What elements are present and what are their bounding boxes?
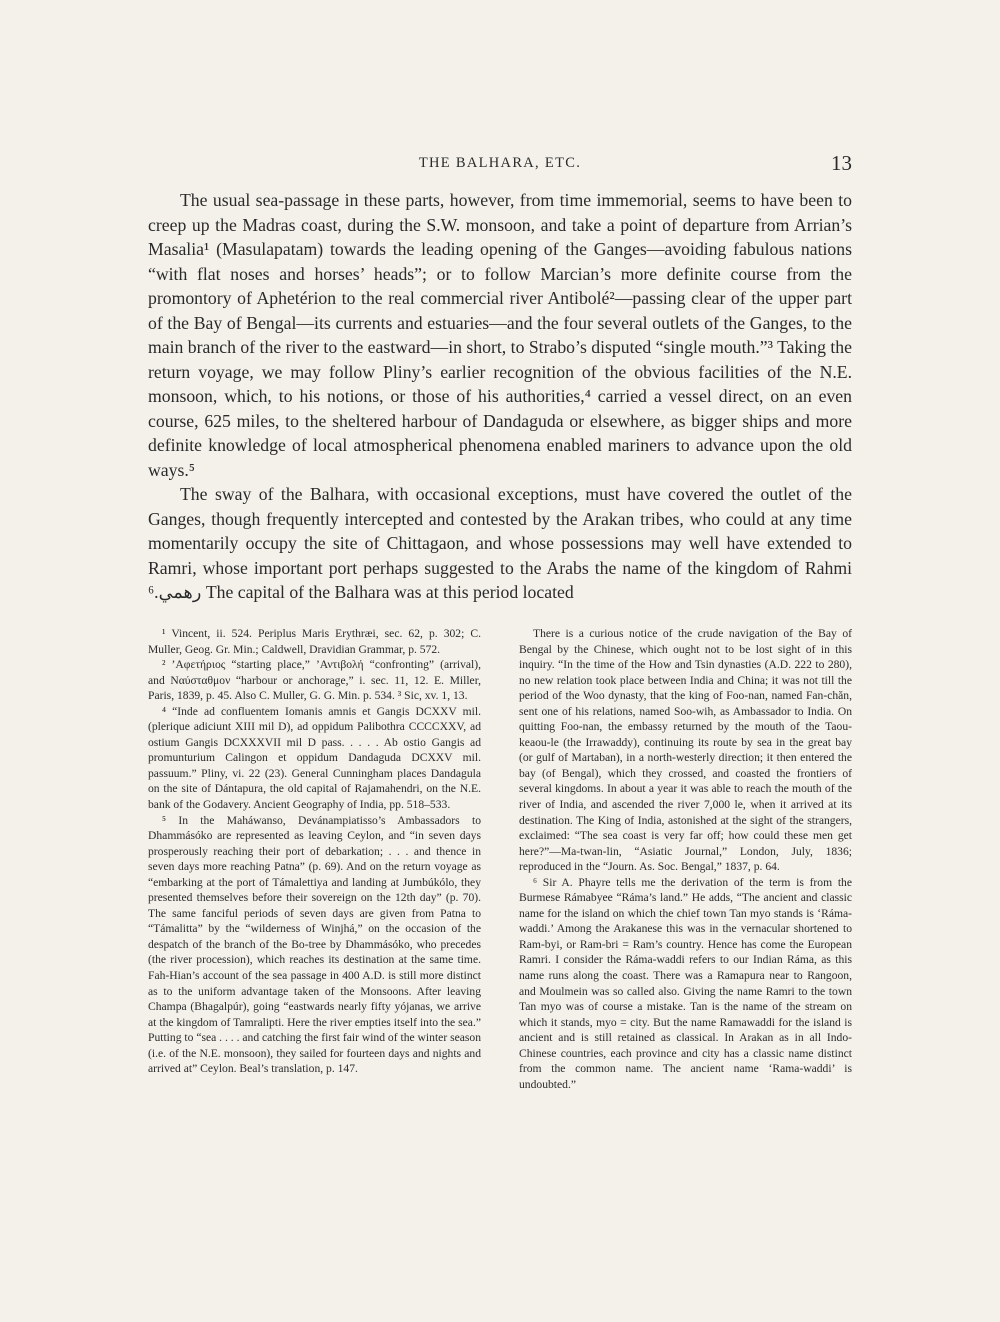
body-paragraph: The sway of the Balhara, with occasional exceptions, must have covered the outlet of the Ganges, though frequently intercepted and contested by the Arakan tribes, who could at any time momentarily occupy the site of Chittagaon, and whose possessions may well have extended to Ramri, whose important port perhaps suggested to the Arabs the name of the kingdom of Rahmi رهمي.⁶ The capital of the Balhara was at this period located xyxy=(148,484,852,602)
footnote: ¹ Vincent, ii. 524. Periplus Maris Erythræi, sec. 62, p. 302; C. Muller, Geog. Gr. Min.; Caldwell, Dravidian Grammar, p. 572. xyxy=(148,627,481,656)
footnotes-right-column xyxy=(519,626,852,1092)
footnotes-left-column xyxy=(148,626,481,1077)
body-paragraph: The usual sea-passage in these parts, however, from time immemorial, seems to have been to creep up the Madras coast, during the S.W. monsoon, and take a point of departure from Arrian’s Masalia¹ (Masulapatam) towards the leading opening of the Ganges—avoiding fabulous nations “with flat noses and horses’ heads”; or to follow Marcian’s more definite course from the promontory of Aphetérion to the real commercial river Antibolé²—passing clear of the upper part of the Bay of Bengal—its currents and estuaries—and the four several outlets of the Ganges, to the main branch of the river to the eastward—in short, to Strabo’s disputed “single mouth.”³ Taking the return voyage, we may follow Pliny’s earlier recognition of the obvious facilities of the N.E. monsoon, which, to his notions, or those of his authorities,⁴ carried a vessel direct, on an even course, 625 miles, to the sheltered harbour of Dandaguda or elsewhere, as bigger ships and more definite knowledge of local atmospherical phenomena enabled mariners to advance upon the old ways.⁵ xyxy=(148,190,852,480)
main-text xyxy=(148,188,852,605)
footnote: ⁶ Sir A. Phayre tells me the derivation of the term is from the Burmese Rámabyee “Ráma’s land.” He adds, “The ancient and classic name for the island on which the chief town Tan myo stands is ‘Ráma-waddi.’ Among the Arakanese this was in the vernacular shortened to Ram-byi, or Ram-bri = Ram’s country. Hence has come the European Ramri. I consider the Ráma-waddi refers to our Indian Ráma, as this name runs along the coast. There was a Ramapura near to Rangoon, and Moulmein was so called also. Giving the name Ramri to the town Tan myo was of course a mistake. Tan is the name of the stream on which it stands, myo = city. But the name Ramawaddi for the island is ancient and is still retained as classical. In Arakan as in all Indo-Chinese countries, each province and city has a classic name distinct from the common name. The ancient name ‘Rama-waddi’ is undoubted.” xyxy=(519,875,852,1091)
running-title: THE BALHARA, ETC. xyxy=(418,155,582,171)
footnote: ⁴ “Inde ad confluentem Iomanis amnis et Gangis DCXXV mil. (plerique adiciunt XIII mil D), ad oppidum Palibothra CCCCXXV, ad ostium Gangis DCXXXVII mil D pass. . . . . Ab ostio Gangis ad promunturium Calingon et oppidum Dandaguda DCXXV mil. passuum.” Pliny, vi. 22 (23). General Cunningham places Dandagula on the site of Dántapura, the old capital of Rajamahendri, on the N.E. bank of the Godavery. Ancient Geography of India, pp. 518–533. xyxy=(148,704,481,812)
footnote: ² ’Αφετήριος “starting place,” ’Αντιβολή “confronting” (arrival), and Ναύσταθμον “harbour or anchorage,” i. sec. 11, 12. E. Miller, Paris, 1839, p. 45. Also C. Muller, G. G. Min. p. 534. ³ Sic, xv. 1, 13. xyxy=(148,658,481,703)
running-head xyxy=(148,153,852,177)
page-number: 13 xyxy=(831,151,852,175)
footnote: ⁵ In the Maháwanso, Devánampiatisso’s Ambassadors to Dhammásóko are represented as leaving Ceylon, and “in seven days prosperously reaching their port of debarkation; . . . and thence in seven days more reaching Patna” (p. 69). And on the return voyage as “embarking at the port of Támalettiya and landing at Jumbúkólo, they presented themselves before their sovereign on the 12th day” (p. 70). The same fanciful periods of seven days are given from Patna to “Támalitta” by the “wilderness of Winjhá,” on the occasion of the despatch of the branch of the Bo-tree by Dhammásóko, who precedes (the river procession), which reaches its destination at the same time. Fah-Hian’s account of the sea passage in 400 A.D. is still more distinct as to the uniform advantage taken of the Monsoons. After leaving Champa (Bhagalpúr), going “eastwards nearly fifty yójanas, we arrive at the kingdom of Tamralipti. Here the river empties itself into the sea.” Putting to “sea . . . . and catching the first fair wind of the winter season (i.e. of the N.E. monsoon), they sailed for fourteen days and nights and arrived at” Ceylon. Beal’s translation, p. 147. xyxy=(148,813,481,1076)
footnote: There is a curious notice of the crude navigation of the Bay of Bengal by the Chinese, which ought not to be lost sight of in this inquiry. “In the time of the How and Tsin dynasties (A.D. 222 to 280), no new relation took place between India and China; it was not till the period of the Woo dynasty, that the king of Foo-nan, named Fan-chăn, sent one of his relations, named Soo-wih, as Ambassador to India. On quitting Foo-nan, the embassy returned by the mouth of the Taou-keaou-le (the Irrawaddy), continuing its route by sea in the great bay (or gulf of Martaban), in a north-westerly direction; it then entered the bay (of Bengal), which they crossed, and coasted the frontiers of several kingdoms. In about a year it was able to reach the mouth of the river of India, and ascended the river 7,000 le, when it arrived at its destination. The King of India, astonished at the sight of the strangers, exclaimed: “The sea coast is very far off; how could these men get here?”—Ma-twan-lin, “Asiatic Journal,” London, July, 1836; reproduced in the “Journ. As. Soc. Bengal,” 1837, p. 64. xyxy=(519,627,852,874)
